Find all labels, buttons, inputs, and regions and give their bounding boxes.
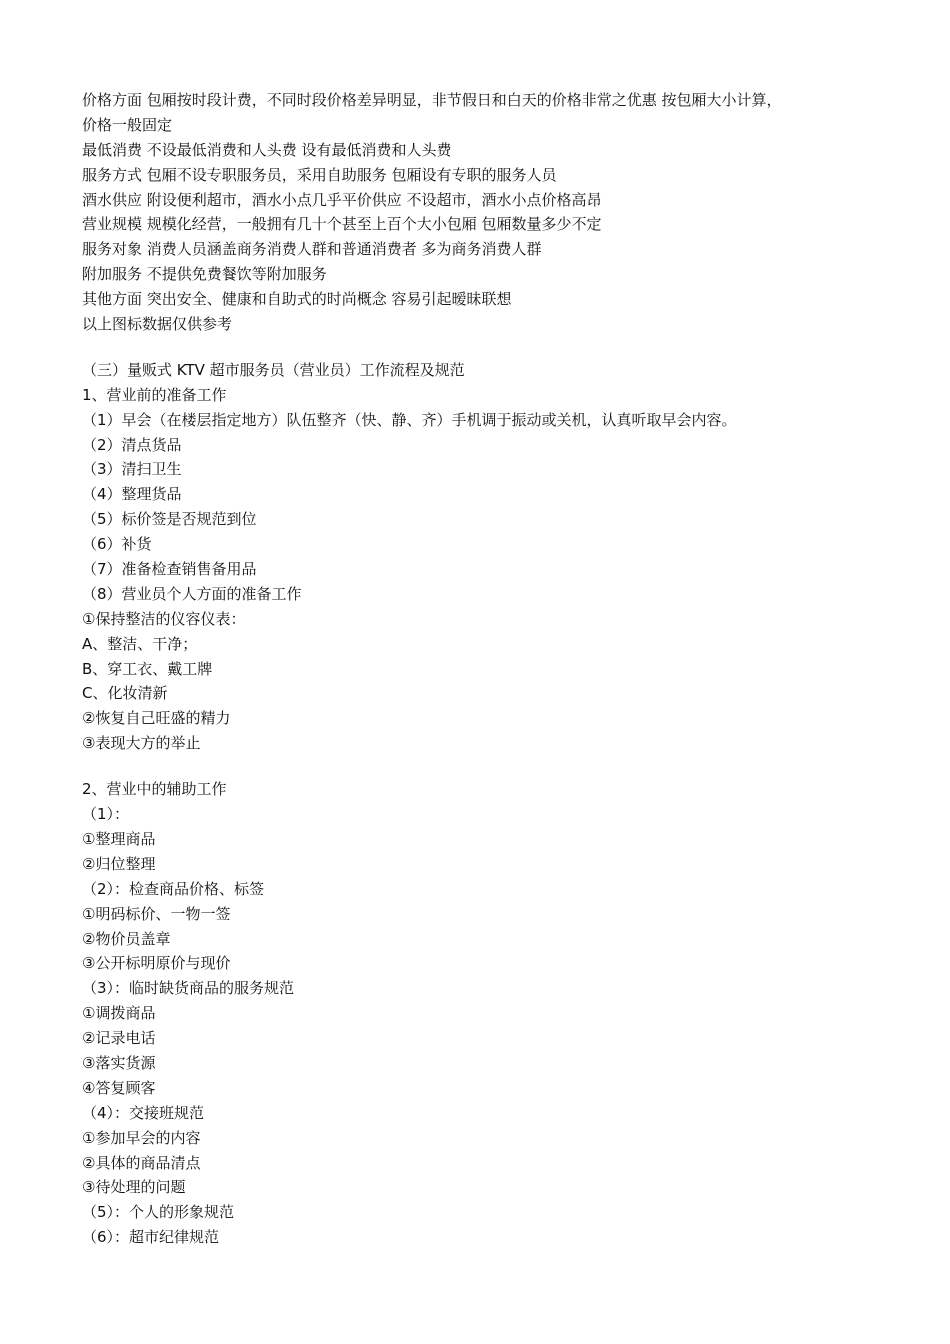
list-item: A、整洁、干净； [82, 634, 198, 653]
list-item: （7）准备检查销售备用品 [82, 560, 257, 579]
list-item: （1）： [82, 805, 130, 824]
list-item: （3）：临时缺货商品的服务规范 [82, 979, 295, 998]
list-item: ①调拨商品 [82, 1004, 156, 1023]
list-item: ①明码标价、一物一签 [82, 904, 231, 923]
list-item: C、化妆清新 [82, 684, 168, 703]
list-item: （5）：个人的形象规范 [82, 1203, 235, 1222]
list-item: ②物价员盖章 [82, 929, 171, 948]
section-heading: （三）量贩式 KTV 超市服务员（营业员）工作流程及规范 [82, 360, 465, 379]
list-item: ②归位整理 [82, 854, 156, 873]
list-item: （2）：检查商品价格、标签 [82, 879, 265, 898]
list-item: （2）清点货品 [82, 435, 182, 454]
list-item: ③表现大方的举止 [82, 734, 201, 753]
text-line: 营业规模 规模化经营，一般拥有几十个甚至上百个大小包厢 包厢数量多少不定 [82, 215, 602, 234]
list-item: ③落实货源 [82, 1053, 156, 1072]
comparison-section [82, 88, 922, 337]
text-line: 价格一般固定 [82, 115, 173, 134]
list-item: ①保持整洁的仪容仪表： [82, 609, 246, 628]
list-item: ③待处理的问题 [82, 1178, 186, 1197]
document-page [82, 88, 922, 1250]
list-item: ①整理商品 [82, 829, 156, 848]
list-item: （6）：超市纪律规范 [82, 1228, 220, 1247]
subsection-heading: 2、营业中的辅助工作 [82, 780, 227, 799]
text-line: 酒水供应 附设便利超市，酒水小点几乎平价供应 不设超市，酒水小点价格高昂 [82, 190, 602, 209]
text-line: 最低消费 不设最低消费和人头费 设有最低消费和人头费 [82, 140, 452, 159]
in-service-section [82, 777, 922, 1250]
list-item: （4）：交接班规范 [82, 1103, 205, 1122]
list-item: ④答复顾客 [82, 1078, 156, 1097]
list-item: B、穿工衣、戴工牌 [82, 659, 213, 678]
list-item: （8）营业员个人方面的准备工作 [82, 584, 302, 603]
list-item: ①参加早会的内容 [82, 1128, 201, 1147]
text-line: 价格方面 包厢按时段计费，不同时段价格差异明显，非节假日和白天的价格非常之优惠 按包厢大小计算， [82, 91, 782, 109]
list-item: （6）补货 [82, 535, 152, 554]
list-item: （5）标价签是否规范到位 [82, 510, 257, 529]
list-item: （3）清扫卫生 [82, 460, 182, 479]
list-item: （4）整理货品 [82, 485, 182, 504]
list-item: （1）早会（在楼层指定地方）队伍整齐（快、静、齐）手机调于振动或关机，认真听取早会内容。 [82, 410, 737, 429]
list-item: ②记录电话 [82, 1029, 156, 1048]
text-line: 服务方式 包厢不设专职服务员，采用自助服务 包厢设有专职的服务人员 [82, 165, 557, 184]
text-line: 服务对象 消费人员涵盖商务消费人群和普通消费者 多为商务消费人群 [82, 240, 542, 259]
list-item: ②具体的商品清点 [82, 1153, 201, 1172]
list-item: ②恢复自己旺盛的精力 [82, 709, 231, 728]
list-item: ③公开标明原价与现价 [82, 954, 231, 973]
subsection-heading: 1、营业前的准备工作 [82, 385, 227, 404]
text-line: 以上图标数据仅供参考 [82, 315, 233, 334]
text-line: 其他方面 突出安全、健康和自助式的时尚概念 容易引起暧昧联想 [82, 290, 512, 309]
text-line: 附加服务 不提供免费餐饮等附加服务 [82, 265, 327, 284]
pre-opening-section [82, 383, 922, 756]
paragraph-gap [82, 756, 922, 777]
paragraph-gap [82, 337, 922, 358]
